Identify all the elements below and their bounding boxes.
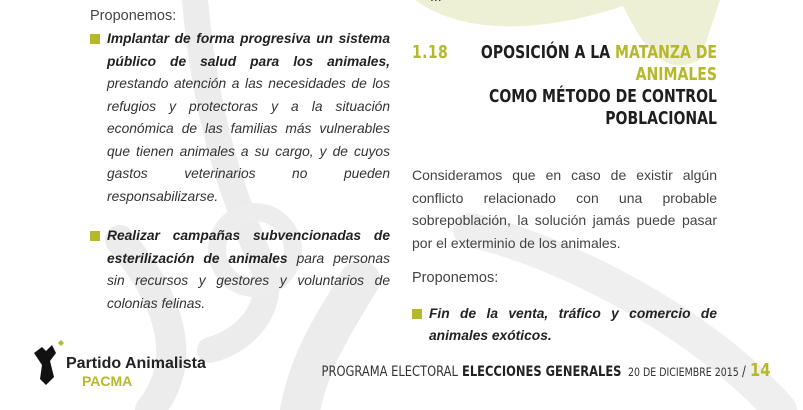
- page-number: 14: [750, 360, 771, 381]
- proposal-item: [90, 225, 390, 315]
- proposal-bold-text: Realizar campañas subvencionadas de esterilización de animales: [107, 228, 390, 266]
- logo-name: Partido Animalista: [66, 355, 206, 372]
- proposal-bold-text: Fin de la venta, tráfico y comercio de animales exóticos.: [429, 305, 717, 343]
- left-column: [90, 6, 390, 315]
- program-label: PROGRAMA ELECTORAL: [322, 364, 459, 380]
- section-title-line2: COMO MÉTODO DE CONTROL POBLACIONAL: [489, 86, 717, 129]
- section-title-highlight: MATANZA DE ANIMALES: [614, 42, 717, 85]
- bullet-square-icon: [412, 309, 422, 319]
- section-heading: [412, 42, 717, 130]
- section-number: 1.18: [412, 42, 449, 63]
- proposal-text: prestando atención a las necesidades de los refugios y protectoras y a la situación económica de las familias más vulnerables que tienen animales a su cargo, y de cuyos gastos veterinarios no pueden responsabilizarse.: [107, 76, 390, 204]
- bullet-square-icon: [90, 231, 100, 241]
- proposal-bold-text: Implantar de forma progresiva un sistema público de salud para los animales,: [107, 31, 390, 69]
- proposal-text: para personas sin recursos y gestores y voluntarios de colonias felinas.: [107, 250, 390, 311]
- proposal-item: [412, 303, 717, 348]
- footer-date: 20 DE DICIEMBRE 2015: [628, 365, 740, 379]
- section-title: [417, 42, 717, 130]
- proponemos-label: Proponemos:: [90, 8, 177, 24]
- section-paragraph: Consideramos que en caso de existir algún conflicto relacionado con una probable sobrepoblación, la solución jamás puede pasar por el exterminio de los animales.: [412, 167, 717, 251]
- party-logo: [28, 337, 228, 397]
- animal-silhouette-icon: [28, 339, 68, 387]
- logo-subtitle: PACMA: [82, 373, 133, 389]
- page-footer: [223, 360, 771, 381]
- proposal-item: [90, 28, 390, 208]
- footer-separator: /: [742, 364, 747, 380]
- elections-label: ELECCIONES GENERALES: [462, 364, 622, 380]
- section-title-part: OPOSICIÓN A LA: [480, 42, 615, 63]
- proponemos-label: Proponemos:: [412, 270, 499, 286]
- right-column: [412, 0, 717, 348]
- bullet-square-icon: [90, 34, 100, 44]
